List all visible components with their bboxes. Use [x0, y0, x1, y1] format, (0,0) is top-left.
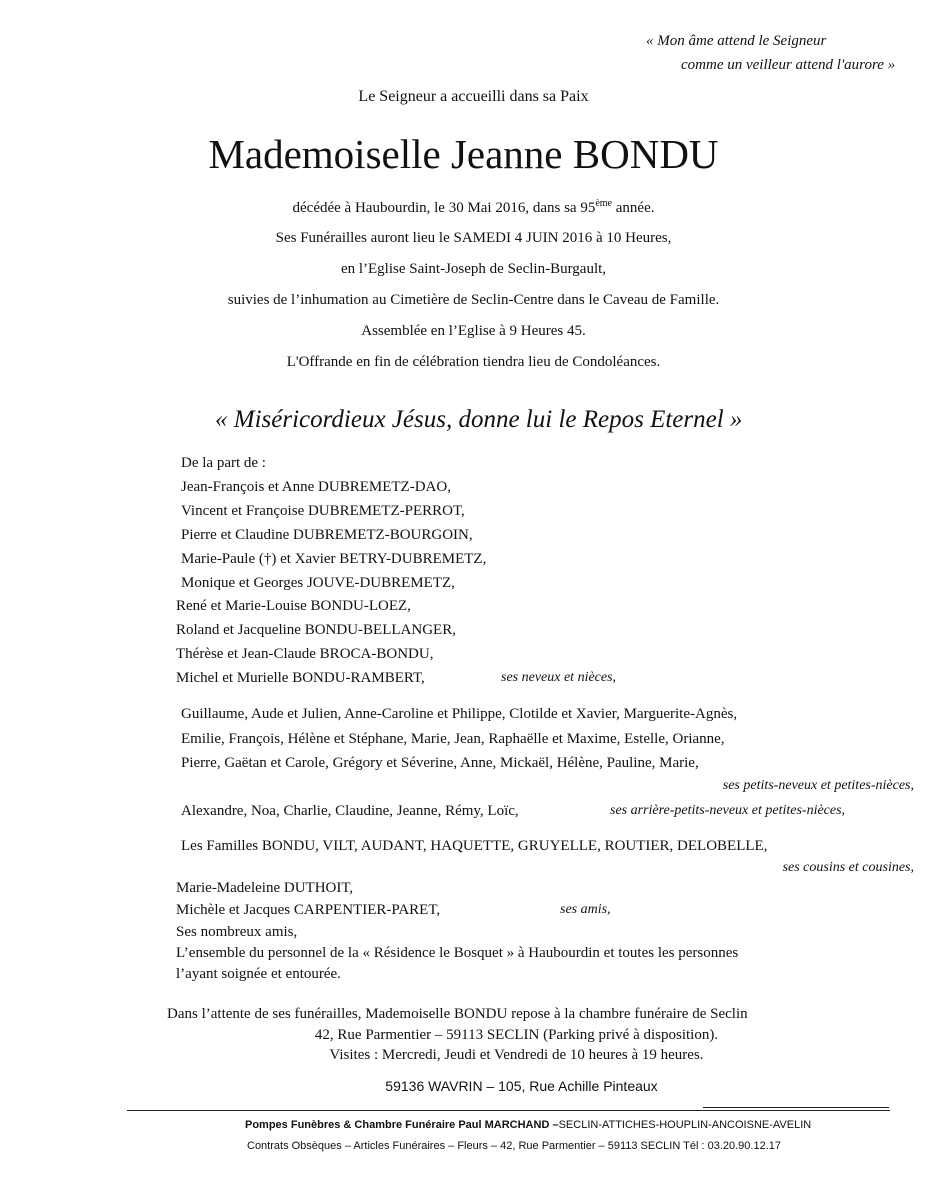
deceased-sup: ème — [595, 198, 612, 209]
rest-line-3: Visites : Mercredi, Jeudi et Vendredi de 10 heures à 19 heures. — [329, 1047, 704, 1063]
friends-label: ses amis, — [560, 902, 611, 917]
intro-text: Le Seigneur a accueilli dans sa Paix — [358, 88, 589, 105]
many-friends-line: Ses nombreux amis, — [176, 924, 298, 940]
footer-company-name: Pompes Funèbres & Chambre Funéraire Paul MARCHAND – — [245, 1119, 559, 1131]
great-grand-nephews-label: ses arrière-petits-neveux et petites-nièces, — [610, 803, 846, 818]
sibling-line-2: Vincent et Françoise DUBREMETZ-PERROT, — [181, 503, 465, 519]
cousins-label: ses cousins et cousines, — [782, 860, 914, 875]
friend-line-1: Marie-Madeleine DUTHOIT, — [176, 880, 354, 896]
nephews-label: ses neveux et nièces, — [501, 670, 617, 685]
grand-nephews-line-3: Pierre, Gaëtan et Carole, Grégory et Séverine, Anne, Mickaël, Hélène, Pauline, Marie, — [181, 755, 699, 771]
epigraph-line-2: comme un veilleur attend l'aurore » — [681, 57, 896, 73]
footer-divider — [127, 1110, 890, 1111]
footer-company-places: SECLIN-ATTICHES-HOUPLIN-ANCOISNE-AVELIN — [558, 1119, 812, 1131]
rest-line-2: 42, Rue Parmentier – 59113 SECLIN (Parking privé à disposition). — [314, 1027, 719, 1043]
rest-line-1: Dans l’attente de ses funérailles, Mademoiselle BONDU repose à la chambre funéraire de Seclin — [167, 1006, 748, 1022]
funeral-line: Ses Funérailles auront lieu le SAMEDI 4 JUIN 2016 à 10 Heures, — [275, 230, 672, 246]
grand-nephews-label: ses petits-neveux et petites-nièces, — [722, 778, 914, 793]
footer-company-line — [245, 1119, 811, 1131]
burial-line: suivies de l’inhumation au Cimetière de Seclin-Centre dans le Caveau de Famille. — [227, 292, 720, 308]
church-line: en l’Eglise Saint-Joseph de Seclin-Burgault, — [340, 261, 607, 277]
footer-services-line: Contrats Obsèques – Articles Funéraires – Fleurs – 42, Rue Parmentier – 59113 SECLIN Tél : 03.20.90.12.17 — [247, 1140, 781, 1152]
great-grand-nephews: Alexandre, Noa, Charlie, Claudine, Jeanne, Rémy, Loïc, — [181, 803, 519, 819]
staff-line-1: L’ensemble du personnel de la « Résidence le Bosquet » à Haubourdin et toutes les personnes — [176, 945, 739, 961]
footer-divider-accent — [703, 1107, 889, 1108]
sibling-line-3: Pierre et Claudine DUBREMETZ-BOURGOIN, — [181, 527, 473, 543]
sibling-line-7: Roland et Jacqueline BONDU-BELLANGER, — [176, 622, 456, 638]
sibling-line-9: Michel et Murielle BONDU-RAMBERT, — [176, 670, 425, 686]
address-line: 59136 WAVRIN – 105, Rue Achille Pinteaux — [385, 1078, 658, 1094]
staff-line-2: l’ayant soignée et entourée. — [176, 966, 341, 982]
from-label: De la part de : — [181, 455, 266, 471]
offering-line: L'Offrande en fin de célébration tiendra lieu de Condoléances. — [286, 354, 661, 370]
sibling-line-1: Jean-François et Anne DUBREMETZ-DAO, — [181, 479, 451, 495]
prayer-text: « Miséricordieux Jésus, donne lui le Repos Eternel » — [215, 406, 743, 433]
grand-nephews-line-1: Guillaume, Aude et Julien, Anne-Caroline et Philippe, Clotilde et Xavier, Marguerite-Agnès, — [181, 706, 738, 722]
deceased-name: Mademoiselle Jeanne BONDU — [208, 131, 719, 177]
sibling-line-8: Thérèse et Jean-Claude BROCA-BONDU, — [176, 646, 434, 662]
deceased-suffix: année. — [612, 200, 655, 216]
friend-line-2: Michèle et Jacques CARPENTIER-PARET, — [176, 902, 441, 918]
deceased-line — [0, 198, 947, 217]
grand-nephews-line-2: Emilie, François, Hélène et Stéphane, Marie, Jean, Raphaëlle et Maxime, Estelle, Orianne, — [181, 731, 725, 747]
sibling-line-6: René et Marie-Louise BONDU-LOEZ, — [176, 598, 411, 614]
sibling-line-5: Monique et Georges JOUVE-DUBREMETZ, — [181, 575, 455, 591]
families-line: Les Familles BONDU, VILT, AUDANT, HAQUETTE, GRUYELLE, ROUTIER, DELOBELLE, — [181, 838, 768, 854]
epigraph-line-1: « Mon âme attend le Seigneur — [646, 33, 827, 49]
deceased-prefix: décédée à Haubourdin, le 30 Mai 2016, dans sa 95 — [292, 200, 596, 216]
assembly-line: Assemblée en l’Eglise à 9 Heures 45. — [361, 323, 586, 339]
sibling-line-4: Marie-Paule (†) et Xavier BETRY-DUBREMETZ, — [181, 551, 487, 567]
